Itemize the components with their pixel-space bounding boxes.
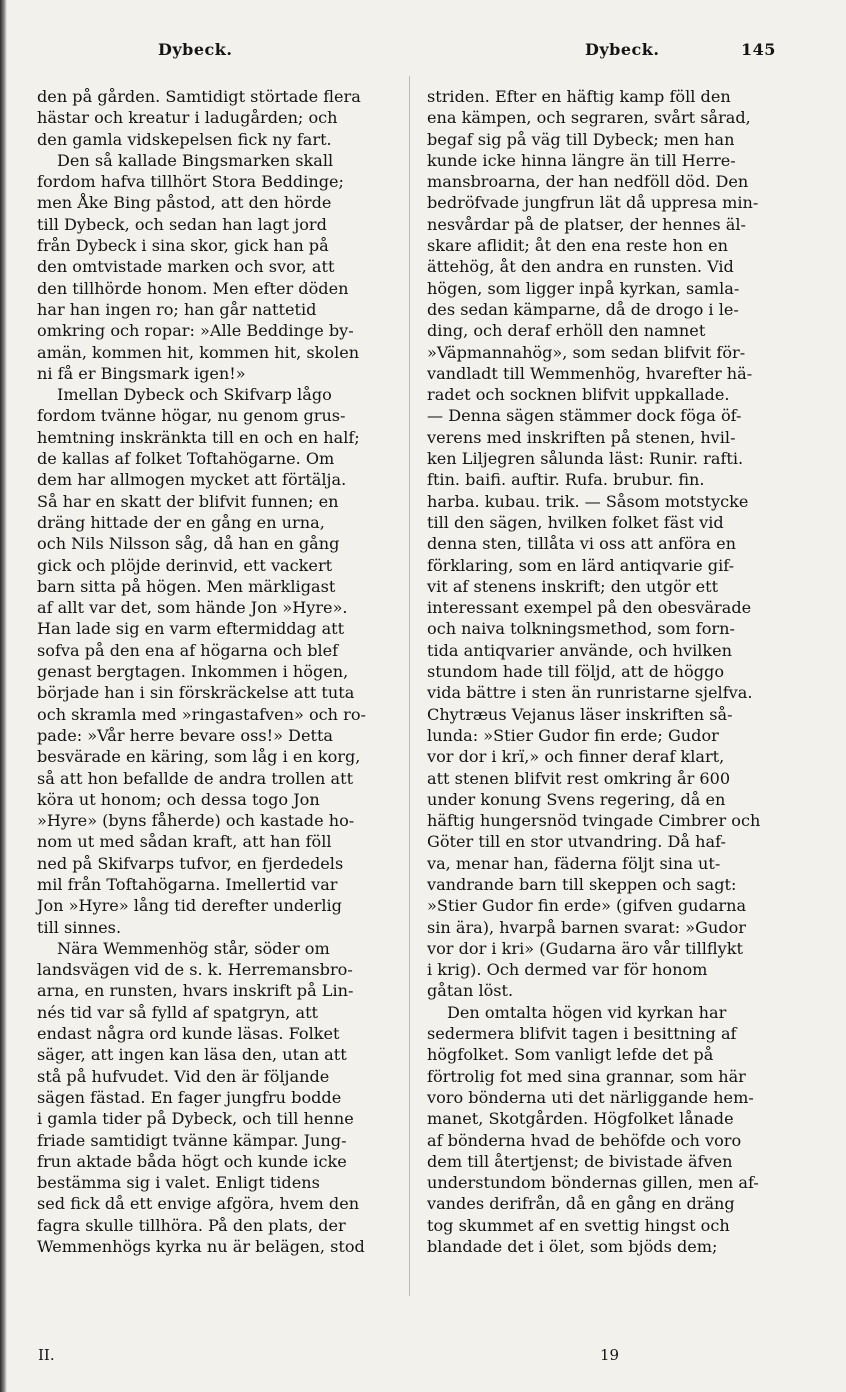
left-column-line: bestämma sig i valet. Enligt tidens [37,1173,320,1193]
right-column-line: voro bönderna uti det närliggande hem- [427,1087,754,1107]
right-column-line: i krig). Och dermed var för honom [427,960,708,980]
left-column-line: från Dybeck i sina skor, gick han på [37,236,329,256]
right-column-line: att stenen blifvit rest omkring år 600 [427,768,731,788]
running-head-left: Dybeck. [158,40,233,59]
left-column-line: och skramla med »ringastafven» och ro- [37,704,366,724]
left-column-line: fagra skulle tillhöra. På den plats, der [37,1215,346,1235]
left-column-line: började han i sin förskräckelse att tuta [37,683,355,703]
right-column-line: af bönderna hvad de behöfde och voro [427,1130,742,1150]
left-column-line: friade samtidigt tvänne kämpar. Jung- [37,1130,347,1150]
left-column-line: ni få er Bingsmark igen!» [37,363,246,383]
right-column-line: vida bättre i sten än runristarne sjelfva. [427,683,753,703]
right-column-line: harba. kubau. trik. — Såsom motstycke [427,491,749,511]
left-column-line: Så har en skatt der blifvit funnen; en [37,491,339,511]
right-column-line: kunde icke hinna längre än till Herre- [427,150,736,170]
sheet-folio: 19 [600,1346,620,1364]
right-column-line: ding, och deraf erhöll den namnet [427,321,706,341]
right-column-line: sin ära), hvarpå barnen svarat: »Gudor [427,917,746,937]
right-column-line: gåtan löst. [427,981,514,1001]
left-column-line: nom ut med sådan kraft, att han föll [37,832,332,852]
right-column-line: vandes derifrån, då en gång en dräng [427,1194,735,1214]
right-column-line: vor dor i krï,» och finner deraf klart, [427,747,725,767]
left-column-line: har han ingen ro; han går nattetid [37,299,317,319]
left-column-line: sofva på den ena af högarna och blef [37,640,339,660]
left-column-line: sägen fästad. En fager jungfru bodde [37,1087,342,1107]
left-column-line: Imellan Dybeck och Skifvarp lågo [57,385,332,405]
right-column-line: sedermera blifvit tagen i besittning af [427,1024,737,1044]
left-column-line: af allt var det, som hände Jon »Hyre». [37,598,348,618]
right-column-line: verens med inskriften på stenen, hvil- [427,427,736,447]
right-column-line: begaf sig på väg till Dybeck; men han [427,129,735,149]
right-column-line: va, menar han, fäderna följt sina ut- [427,853,721,873]
left-column-line: gick och plöjde derinvid, ett vackert [37,555,333,575]
right-column-line: skare aflidit; åt den ena reste hon en [427,236,728,256]
right-column-line: stundom hade till följd, att de höggo [427,662,725,682]
left-column-line: barn sitta på högen. Men märkligast [37,576,336,596]
right-column-line: förklaring, som en lärd antiqvarie gif- [427,555,735,575]
left-column-line: till sinnes. [37,917,122,937]
left-column-line: hästar och kreatur i ladugården; och [37,108,338,128]
left-column-line: endast några ord kunde läsas. Folket [37,1024,340,1044]
right-column-line: radet och socknen blifvit uppkallade. [427,385,730,405]
left-column-line: den tillhörde honom. Men efter döden [37,278,349,298]
right-text-column [427,86,799,1257]
right-column-line: högfolket. Som vanligt lefde det på [427,1045,714,1065]
left-column-line: fordom tvänne högar, nu genom grus- [37,406,346,426]
left-column-line: men Åke Bing påstod, att den hörde [37,193,332,213]
right-column-line: vor dor i kri» (Gudarna äro vår tillflykt [427,938,743,958]
right-column-line: förtrolig fot med sina grannar, som här [427,1066,746,1086]
right-column-line: interessant exempel på den obesvärade [427,598,752,618]
left-column-line: »Hyre» (byns fåherde) och kastade ho- [37,811,355,831]
right-column-line: högen, som ligger inpå kyrkan, samla- [427,278,740,298]
left-column-line: de kallas af folket Toftahögarne. Om [37,449,335,469]
left-column-line: den på gården. Samtidigt störtade flera [37,87,361,106]
left-column-line: och Nils Nilsson såg, då han en gång [37,534,340,554]
right-column-line: striden. Efter en häftig kamp föll den [427,87,731,106]
right-column-line: bedröfvade jungfrun lät då uppresa min- [427,193,759,213]
right-column-line: till den sägen, hvilken folket fäst vid [427,512,724,532]
right-column-line: understundom böndernas gillen, men af- [427,1173,759,1193]
left-column-line: Han lade sig en varm eftermiddag att [37,619,345,639]
left-column-line: Wemmenhögs kyrka nu är belägen, stod [37,1237,365,1257]
right-column-line: Göter till en stor utvandring. Då haf- [427,832,726,852]
right-column-line: tog skummet af en svettig hingst och [427,1215,730,1235]
right-column-line: denna sten, tillåta vi oss att anföra en [427,534,737,554]
left-column-line: sed fick då ett envige afgöra, hvem den [37,1194,360,1214]
left-column-line: pade: »Vår herre bevare oss!» Detta [37,725,334,745]
right-column-line: nesvårdar på de platser, der hennes äl- [427,214,746,234]
left-column-line: frun aktade båda högt och kunde icke [37,1151,347,1171]
left-column-line: arna, en runsten, hvars inskrift på Lin- [37,981,354,1001]
left-column-line: besvärade en käring, som låg i en korg, [37,747,361,767]
right-column-line: tida antiqvarier använde, och hvilken [427,640,733,660]
right-column-line: Den omtalta högen vid kyrkan har [447,1002,727,1022]
right-column-line: ken Liljegren sålunda läst: Runir. rafti. [427,449,744,469]
running-head-right-title: Dybeck. [585,40,660,59]
left-column-line: den gamla vidskepelsen fick ny fart. [37,129,332,149]
right-column-line: dem till återtjenst; de bivistade äfven [427,1151,733,1171]
page-edge-shadow [0,0,7,1392]
left-column-line: fordom hafva tillhört Stora Beddinge; [37,172,344,192]
right-column-line: ena kämpen, och segraren, svårt sårad, [427,108,751,128]
left-column-line: köra ut honom; och dessa togo Jon [37,789,320,809]
right-column-line: »Väpmannahög», som sedan blifvit för- [427,342,746,362]
left-column-line: säger, att ingen kan läsa den, utan att [37,1045,347,1065]
page-number: 145 [741,40,776,59]
right-column-line: lunda: »Stier Gudor fin erde; Gudor [427,725,719,745]
left-column-line: Den så kallade Bingsmarken skall [57,150,334,170]
right-column-line: — Denna sägen stämmer dock föga öf- [427,406,742,426]
left-column-line: så att hon befallde de andra trollen att [37,768,354,788]
left-column-line: mil från Toftahögarna. Imellertid var [37,874,338,894]
right-column-line: Chytræus Vejanus läser inskriften så- [427,704,733,724]
left-column-line: till Dybeck, och sedan han lagt jord [37,214,327,234]
right-column-line: vit af stenens inskrift; den utgör ett [427,576,719,596]
right-column-line: ättehög, åt den andra en runsten. Vid [427,257,734,277]
left-column-line: omkring och ropar: »Alle Beddinge by- [37,321,354,341]
left-column-line: amän, kommen hit, kommen hit, skolen [37,342,360,362]
left-column-line: stå på hufvudet. Vid den är följande [37,1066,330,1086]
right-column-line: ftin. baifi. auftir. Rufa. brubur. fin. [427,470,705,490]
left-column-line: i gamla tider på Dybeck, och till henne [37,1109,354,1129]
right-column-line: blandade det i ölet, som bjöds dem; [427,1237,718,1257]
left-column-line: Nära Wemmenhög står, söder om [57,938,330,958]
right-column-line: vandladt till Wemmenhög, hvarefter hä- [427,363,753,383]
left-column-line: ned på Skifvarps tufvor, en fjerdedels [37,853,344,873]
sheet-signature: II. [38,1346,55,1364]
left-column-line: Jon »Hyre» lång tid derefter underlig [37,896,342,916]
right-column-line: mansbroarna, der han nedföll död. Den [427,172,749,192]
left-column-line: nés tid var så fylld af spatgryn, att [37,1002,319,1022]
left-column-line: genast bergtagen. Inkommen i högen, [37,662,349,682]
right-column-line: »Stier Gudor fin erde» (gifven gudarna [427,896,747,916]
left-column-line: landsvägen vid de s. k. Herremansbro- [37,960,353,980]
right-column-line: häftig hungersnöd tvingade Cimbrer och [427,811,761,831]
left-text-column [37,86,397,1257]
left-column-line: den omtvistade marken och svor, att [37,257,335,277]
right-column-line: manet, Skotgården. Högfolket lånade [427,1109,734,1129]
left-column-line: dräng hittade der en gång en urna, [37,512,325,532]
left-column-line: hemtning inskränkta till en och en half; [37,427,360,447]
right-column-line: under konung Svens regering, då en [427,789,726,809]
right-column-line: des sedan kämparne, då de drogo i le- [427,299,739,319]
column-divider [409,76,410,1296]
right-column-line: och naiva tolkningsmethod, som forn- [427,619,735,639]
left-column-line: dem har allmogen mycket att förtälja. [37,470,347,490]
right-column-line: vandrande barn till skeppen och sagt: [427,874,737,894]
